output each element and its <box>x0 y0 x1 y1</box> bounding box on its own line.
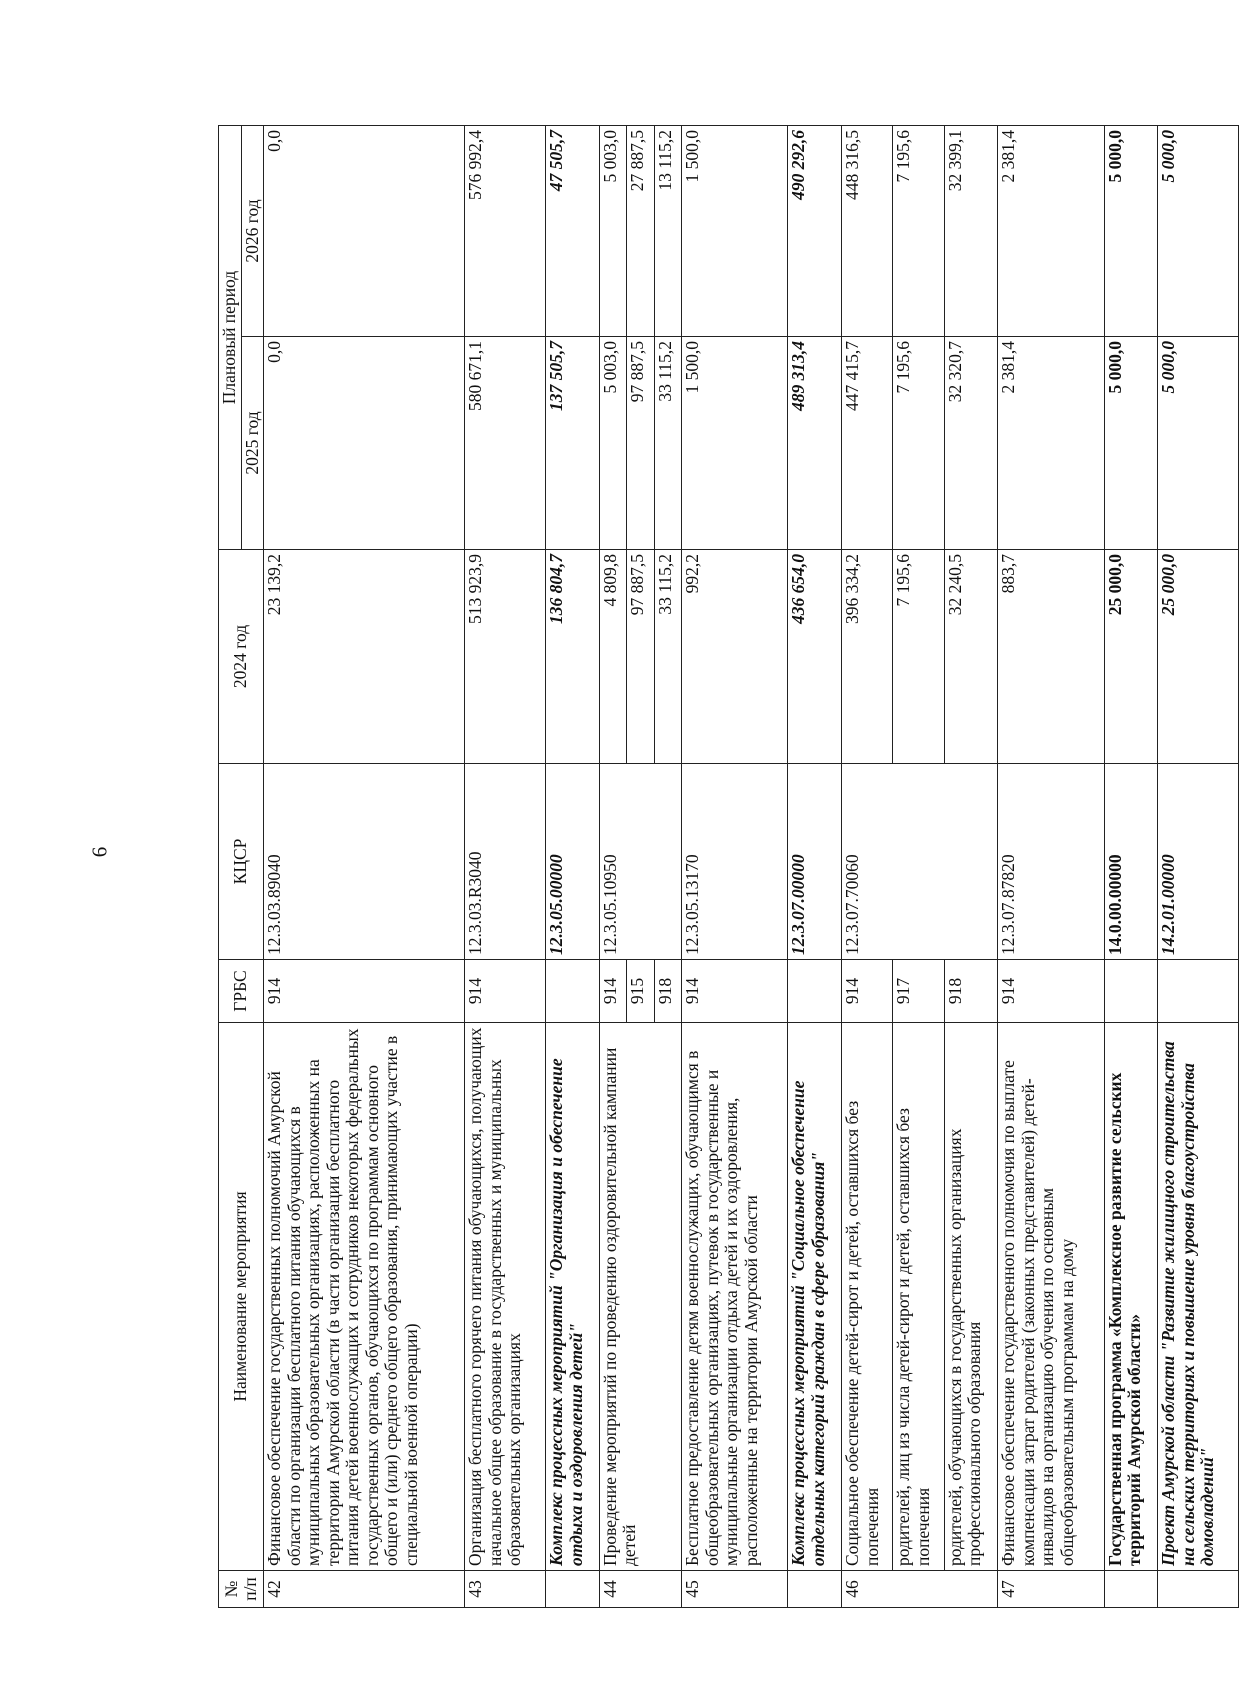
header-2025: 2025 год <box>241 337 264 550</box>
row-num: 46 <box>842 1571 998 1608</box>
header-kcsr: КЦСР <box>219 764 264 960</box>
row-2024: 883,7 <box>998 550 1104 764</box>
row-num <box>1104 1571 1158 1608</box>
header-grbs: ГРБС <box>219 960 264 1023</box>
row-name: Финансовое обеспечение государственных полномочий Амурской области по организации бесплатного питания обучающихся в муниципальных образовательных организациях, расположенных на территории Амурской области (в части организации бесплатного питания детей военнослужащих и сотрудников некоторых федеральных государственных органов, обучающихся по программам основного общего и (или) среднего общего образования, принимающих участие в специальной военной операции) <box>264 1023 465 1571</box>
row-kcsr: 12.3.07.00000 <box>788 764 842 960</box>
row-2026: 490 292,6 <box>788 125 842 336</box>
row-grbs: 915 <box>627 960 654 1023</box>
table-row <box>1104 125 1158 1607</box>
row-2024: 97 887,5 <box>627 550 654 764</box>
header-plan-period: Плановый период <box>219 125 242 549</box>
row-grbs: 918 <box>654 960 681 1023</box>
row-2025: 489 313,4 <box>788 337 842 550</box>
row-name: Государственная программа «Комплексное развитие сельских территорий Амурской области» <box>1104 1023 1158 1571</box>
table-row <box>465 125 546 1607</box>
row-2024: 436 654,0 <box>788 550 842 764</box>
row-name: Комплекс процессных мероприятий "Социальное обеспечение отдельных категорий граждан в сфере образования" <box>788 1023 842 1571</box>
row-2026: 5 000,0 <box>1104 125 1158 336</box>
row-2024: 7 195,6 <box>893 550 944 764</box>
row-grbs: 914 <box>682 960 788 1023</box>
row-2025: 7 195,6 <box>893 337 944 550</box>
table-row <box>998 125 1104 1607</box>
row-2026: 27 887,5 <box>627 125 654 336</box>
row-kcsr: 14.2.01.00000 <box>1158 764 1239 960</box>
row-2025: 5 000,0 <box>1104 337 1158 550</box>
row-num <box>546 1571 600 1608</box>
row-2024: 33 115,2 <box>654 550 681 764</box>
table-row <box>788 125 842 1607</box>
row-2025: 33 115,2 <box>654 337 681 550</box>
row-name: Проведение мероприятий по проведению оздоровительной кампании детей <box>599 1023 681 1571</box>
row-kcsr: 12.3.07.70060 <box>842 764 998 960</box>
row-grbs <box>1104 960 1158 1023</box>
row-grbs: 917 <box>893 960 944 1023</box>
row-2025: 0,0 <box>264 337 465 550</box>
row-name: Социальное обеспечение детей-сирот и детей, оставшихся без попечения <box>842 1023 893 1571</box>
table-row <box>1158 125 1239 1607</box>
row-2026: 576 992,4 <box>465 125 546 336</box>
row-2025: 5 000,0 <box>1158 337 1239 550</box>
row-2024: 136 804,7 <box>546 550 600 764</box>
rotated-table-container <box>218 126 1239 1608</box>
row-2025: 1 500,0 <box>682 337 788 550</box>
row-2026: 448 316,5 <box>842 125 893 336</box>
row-2025: 32 320,7 <box>944 337 998 550</box>
row-2024: 992,2 <box>682 550 788 764</box>
row-kcsr: 12.3.05.13170 <box>682 764 788 960</box>
row-num <box>788 1571 842 1608</box>
row-name: Организация бесплатного горячего питания обучающихся, получающих начальное общее образование в государственных и муниципальных образовательных организациях <box>465 1023 546 1571</box>
row-grbs: 914 <box>264 960 465 1023</box>
row-2025: 97 887,5 <box>627 337 654 550</box>
row-name: родителей, лиц из числа детей-сирот и детей, оставшихся без попечения <box>893 1023 944 1571</box>
row-2025: 5 003,0 <box>599 337 626 550</box>
row-grbs: 914 <box>998 960 1104 1023</box>
row-2024: 25 000,0 <box>1158 550 1239 764</box>
row-kcsr: 12.3.03.R3040 <box>465 764 546 960</box>
row-2026: 0,0 <box>264 125 465 336</box>
row-2025: 580 671,1 <box>465 337 546 550</box>
row-2026: 1 500,0 <box>682 125 788 336</box>
row-grbs: 914 <box>465 960 546 1023</box>
row-grbs: 914 <box>599 960 626 1023</box>
row-num: 47 <box>998 1571 1104 1608</box>
budget-table <box>218 125 1239 1608</box>
row-kcsr: 14.0.00.00000 <box>1104 764 1158 960</box>
table-row <box>546 125 600 1607</box>
row-2025: 2 381,4 <box>998 337 1104 550</box>
row-2026: 5 000,0 <box>1158 125 1239 336</box>
row-name: родителей, обучающихся в государственных организациях профессионального образования <box>944 1023 998 1571</box>
table-row <box>264 125 465 1607</box>
row-kcsr: 12.3.05.10950 <box>599 764 681 960</box>
row-num: 44 <box>599 1571 681 1608</box>
row-grbs: 918 <box>944 960 998 1023</box>
row-name: Проект Амурской области "Развитие жилищного строительства на сельских территориях и повышение уровня благоустройства домовладений" <box>1158 1023 1239 1571</box>
row-grbs <box>788 960 842 1023</box>
row-kcsr: 12.3.05.00000 <box>546 764 600 960</box>
row-2026: 47 505,7 <box>546 125 600 336</box>
row-2025: 137 505,7 <box>546 337 600 550</box>
header-name: Наименование мероприятия <box>219 1023 264 1571</box>
header-num: № п/п <box>219 1571 264 1608</box>
row-num: 42 <box>264 1571 465 1608</box>
table-row <box>599 125 626 1607</box>
table-row <box>682 125 788 1607</box>
row-name: Комплекс процессных мероприятий "Организация и обеспечение отдыха и оздоровления детей" <box>546 1023 600 1571</box>
row-grbs <box>1158 960 1239 1023</box>
table-row <box>842 125 893 1607</box>
row-grbs <box>546 960 600 1023</box>
row-kcsr: 12.3.07.87820 <box>998 764 1104 960</box>
header-2026: 2026 год <box>241 125 264 336</box>
header-2024: 2024 год <box>219 550 264 764</box>
row-2024: 513 923,9 <box>465 550 546 764</box>
row-2026: 13 115,2 <box>654 125 681 336</box>
row-name: Бесплатное предоставление детям военнослужащих, обучающимся в общеобразовательных организациях, путевок в государственные и муниципальные организации отдыха детей и их оздоровления, расположенные на территории Амурской области <box>682 1023 788 1571</box>
row-num: 45 <box>682 1571 788 1608</box>
row-2024: 25 000,0 <box>1104 550 1158 764</box>
row-2026: 5 003,0 <box>599 125 626 336</box>
row-2024: 23 139,2 <box>264 550 465 764</box>
row-name: Финансовое обеспечение государственного полномочия по выплате компенсации затрат родителей (законных представителей) детей-инвалидов на организацию обучения по основным общеобразовательным программам на дому <box>998 1023 1104 1571</box>
row-2026: 2 381,4 <box>998 125 1104 336</box>
row-2026: 7 195,6 <box>893 125 944 336</box>
row-2025: 447 415,7 <box>842 337 893 550</box>
row-2024: 396 334,2 <box>842 550 893 764</box>
row-2026: 32 399,1 <box>944 125 998 336</box>
row-2024: 32 240,5 <box>944 550 998 764</box>
row-grbs: 914 <box>842 960 893 1023</box>
row-kcsr: 12.3.03.89040 <box>264 764 465 960</box>
row-2024: 4 809,8 <box>599 550 626 764</box>
row-num: 43 <box>465 1571 546 1608</box>
row-num <box>1158 1571 1239 1608</box>
page-number: 6 <box>87 846 112 858</box>
